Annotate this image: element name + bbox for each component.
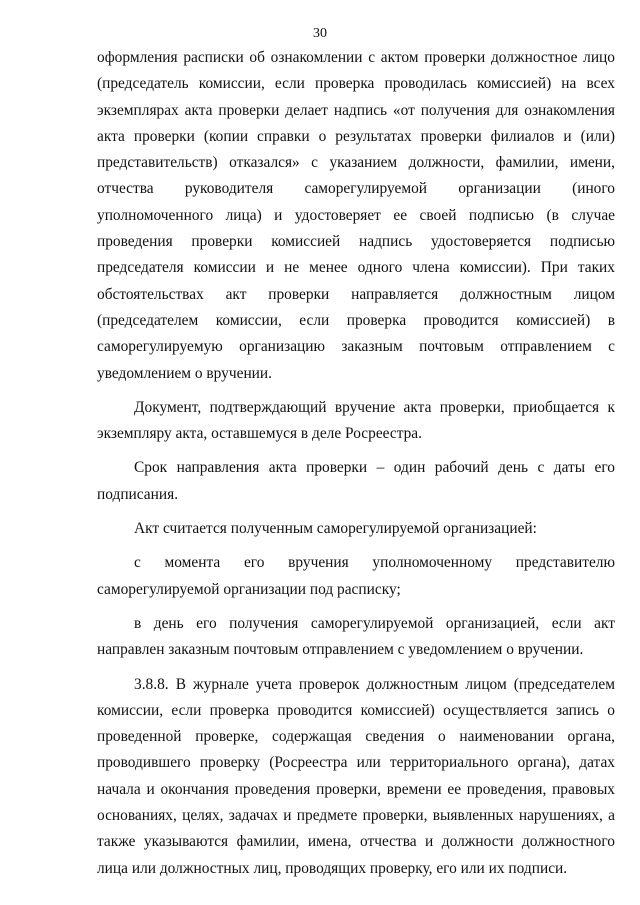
paragraph-3-8-8: 3.8.8. В журнале учета проверок должностным лицом (председателем комиссии, если проверка проводится комиссией) осуществляется запись о проведенной проверке, содержащая сведения о наименовании органа, проводившего проверку (Росреестра или территориального органа), датах начала и окончания проведения проверки, времени ее проведения, правовых основаниях, целях, задачах и предмете проверки, выявленных нарушениях, а также указываются фамилии, имена, отчества и должности должностного лица или должностных лиц, проводящих проверку, его или их подписи.: [97, 675, 615, 877]
page-number: 30: [313, 26, 327, 41]
paragraph-continuation: оформления расписки об ознакомлении с актом проверки должностное лицо (председатель комиссии, если проверка проводилась комиссией) на всех экземплярах акта проверки делает надпись «от получения для ознакомления акта проверки (копии справки о результатах проверки филиалов и (или) представительств) отказался» с указанием должности, фамилии, имени, отчества руководителя саморегулируемой организации (иного уполномоченного лица) и удостоверяет ее своей подписью (в случае проведения проверки комиссией надпись удостоверяется подписью председателя комиссии и не менее одного члена комиссии). При таких обстоятельствах акт проверки направляется должностным лицом (председателем комиссии, если проверка проводится комиссией) в саморегулируемую организацию заказным почтовым отправлением с уведомлением о вручении.: [97, 49, 615, 382]
document-body: [97, 45, 615, 882]
paragraph-sending-deadline: Срок направления акта проверки – один рабочий день с даты его подписания.: [97, 459, 615, 503]
paragraph-received-by-mail: в день его получения саморегулируемой организацией, если акт направлен заказным почтовым отправлением с уведомлением о вручении.: [97, 614, 615, 659]
paragraph-act-received: Акт считается полученным саморегулируемой организацией:: [134, 520, 537, 538]
paragraph-received-on-delivery: с момента его вручения уполномоченному представителю саморегулируемой организации под расписку;: [97, 554, 615, 598]
paragraph-delivery-document: Документ, подтверждающий вручение акта проверки, приобщается к экземпляру акта, оставшемуся в деле Росреестра.: [97, 398, 615, 443]
